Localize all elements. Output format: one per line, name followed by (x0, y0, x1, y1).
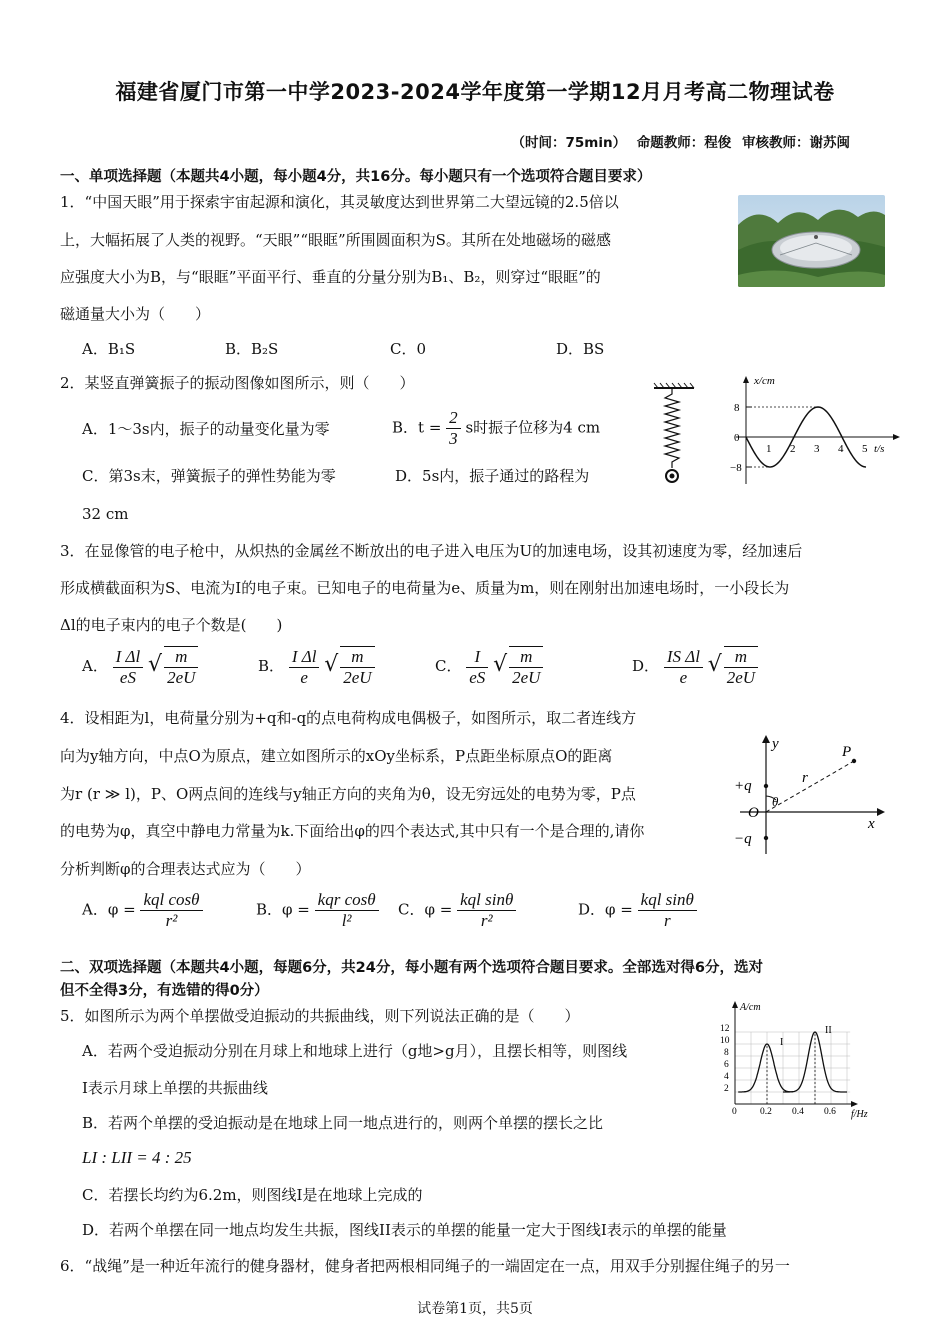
q4-option-a-label: A．φ = (82, 900, 136, 919)
q3-option-b-fraction: $\frac{\text{I Δl}}{e}$ (289, 647, 320, 688)
q1-line-1: 1．“中国天眼”用于探索宇宙起源和演化，其灵敏度达到世界第二大望远镜的2.5倍以 (60, 193, 619, 211)
q5-graph-xlabel: f/Hz (851, 1109, 868, 1120)
section-1-heading: 一、单项选择题（本题共4小题，每小题4分，共16分。每小题只有一个选项符合题目要求） (60, 169, 652, 185)
q5-graph-ytick-8: 8 (724, 1048, 729, 1058)
q3-option-d-root: $\frac{m}{2eU}$ (724, 646, 758, 688)
q2-option-b (392, 408, 600, 449)
q3-option-a: A． $\frac{\text{I Δl}}{eS}$ √ $\frac{m}{2eU}$ (82, 646, 198, 688)
q3-option-b: B． $\frac{\text{I Δl}}{e}$ √ $\frac{m}{2eU}$ (258, 646, 375, 688)
q4-option-d-fraction: $\frac{\text{kql sinθ}}{r}$ (638, 890, 697, 931)
q5-resonance-graph (718, 1000, 888, 1124)
q4-option-a (82, 890, 203, 931)
spring-oscillator-figure (650, 382, 698, 490)
q5-option-a-line-2: I表示月球上单摆的共振曲线 (82, 1079, 268, 1097)
q3-option-d: D． $\frac{\text{IS Δl}}{e}$ √ $\frac{m}{2eU}$ (632, 646, 758, 688)
q4-option-c-label: C．φ = (398, 900, 453, 919)
q3-option-b-label: B． (258, 657, 285, 675)
dipole-origin-label: O (748, 805, 759, 821)
q5-option-d: D．若两个单摆在同一地点均发生共振，图线II表示的单摆的能量一定大于图线I表示的单摆的能量 (82, 1221, 727, 1239)
q3-option-c-label: C． (435, 657, 462, 675)
q5-graph-xtick-02: 0.2 (760, 1107, 772, 1117)
q5-graph-ytick-2: 2 (724, 1084, 729, 1094)
page-footer: 试卷第1页，共5页 (417, 1301, 533, 1317)
q4-option-b-fraction: $\frac{\text{kqr cosθ}}{\text{l²}}$ (315, 890, 379, 931)
dipole-p-label: P (842, 744, 852, 760)
exam-meta (506, 131, 851, 151)
q3-option-b-root: $\frac{m}{2eU}$ (340, 646, 374, 688)
q4-line-5: 分析判断φ的合理表达式应为（ ） (60, 860, 311, 878)
q3-line-2: 形成横截面积为S、电流为I的电子束。已知电子的电荷量为e、质量为m，则在刚射出加速电场时，一小段长为 (60, 579, 790, 597)
q4-line-2: 向为y轴方向，中点O为原点，建立如图所示的xOy坐标系，P点距坐标原点O的距离 (60, 747, 613, 765)
q4-option-b (256, 890, 379, 931)
q2-option-b-prefix: B．t = (392, 418, 442, 437)
q5-graph-xtick-06: 0.6 (824, 1107, 836, 1117)
q2-option-b-suffix: s时振子位移为4 cm (465, 418, 601, 437)
q1-line-2: 上，大幅拓展了人类的视野。“天眼”“眼眶”所围圆面积为S。其所在处地磁场的磁感 (60, 231, 611, 249)
q4-line-4: 的电势为φ，真空中静电力常量为k.下面给出φ的四个表达式,其中只有一个是合理的,请你 (60, 822, 645, 840)
q5-graph-ytick-6: 6 (724, 1060, 729, 1070)
q2-option-a: A．1～3s内，振子的动量变化量为零 (82, 420, 330, 438)
q4-option-a-fraction: $\frac{\text{kql cosθ}}{\text{r²}}$ (140, 890, 202, 931)
q2-graph-ytick-0: 0 (734, 432, 740, 444)
dipole-coordinate-figure (730, 730, 890, 864)
q5-graph-xtick-04: 0.4 (792, 1107, 804, 1117)
dipole-minus-q-label: −q (734, 831, 752, 847)
q2-graph-xlabel: t/s (874, 443, 885, 455)
q3-option-d-fraction: $\frac{\text{IS Δl}}{e}$ (664, 647, 703, 688)
q2-option-d-continued: 32 cm (82, 505, 129, 523)
dipole-x-label: x (868, 816, 875, 832)
q5-curve-1-label: I (780, 1037, 784, 1048)
q1-option-c: C．0 (390, 340, 427, 358)
q2-graph-xtick-2: 2 (790, 443, 796, 455)
q1-line-3: 应强度大小为B，与“眼眶”平面平行、垂直的分量分别为B₁、B₂，则穿过“眼眶”的 (60, 268, 601, 286)
fast-telescope-photo (738, 195, 885, 287)
page-title: 福建省厦门市第一中学2023-2024学年度第一学期12月月考高二物理试卷 (115, 80, 835, 104)
dipole-theta-label: θ (772, 794, 779, 809)
q3-option-a-root: $\frac{m}{2eU}$ (164, 646, 198, 688)
q3-option-a-fraction: $\frac{\text{I Δl}}{eS}$ (113, 647, 144, 688)
exam-author: 命题教师：程俊 (636, 135, 732, 151)
q5-option-c: C．若摆长均约为6.2m，则图线I是在地球上完成的 (82, 1186, 423, 1204)
q5-graph-ytick-10: 10 (720, 1036, 730, 1046)
q2-graph-ytick-neg8: −8 (730, 462, 742, 474)
q1-option-a: A．B₁S (82, 340, 136, 358)
q4-option-b-label: B．φ = (256, 900, 310, 919)
q3-line-3: Δl的电子束内的电子个数是( ) (60, 616, 283, 634)
q5-graph-ylabel: A/cm (740, 1002, 761, 1013)
q2-graph-xtick-3: 3 (814, 443, 820, 455)
q3-option-d-label: D． (632, 657, 660, 675)
q2-option-b-fraction: $\frac{2}{3}$ (446, 408, 461, 449)
section-2-heading-line-2: 但不全得3分，有选错的得0分） (60, 983, 269, 999)
q3-option-c-root: $\frac{m}{2eU}$ (509, 646, 543, 688)
dipole-y-label: y (772, 736, 779, 752)
q2-line-1: 2．某竖直弹簧振子的振动图像如图所示，则（ ） (60, 374, 415, 392)
q2-graph-xtick-5: 5 (862, 443, 868, 455)
q4-option-c (398, 890, 516, 931)
q5-option-b-line-2: LI : LII = 4 : 25 (82, 1148, 192, 1167)
q4-option-c-fraction: $\frac{\text{kql sinθ}}{\text{r²}}$ (457, 890, 516, 931)
q5-option-a-line-1: A．若两个受迫振动分别在月球上和地球上进行（g地>g月），且摆长相等，则图线 (82, 1042, 628, 1060)
q2-option-d: D．5s内，振子通过的路程为 (395, 467, 590, 485)
q5-graph-ytick-12: 12 (720, 1024, 730, 1034)
q4-option-d (578, 890, 697, 931)
q5-option-b-line-1: B．若两个单摆的受迫振动是在地球上同一地点进行的，则两个单摆的摆长之比 (82, 1114, 604, 1132)
q3-option-c: C． $\frac{I}{eS}$ √ $\frac{m}{2eU}$ (435, 646, 543, 688)
q5-line-1: 5．如图所示为两个单摆做受迫振动的共振曲线，则下列说法正确的是（ ） (60, 1007, 580, 1025)
q1-line-4: 磁通量大小为（ ） (60, 305, 211, 323)
q1-option-d: D．BS (556, 340, 605, 358)
q5-graph-ytick-4: 4 (724, 1072, 729, 1082)
q2-graph-ytick-8: 8 (734, 402, 740, 414)
q4-option-d-label: D．φ = (578, 900, 633, 919)
dipole-r-label: r (802, 770, 808, 786)
q5-graph-xtick-0: 0 (732, 1107, 737, 1117)
q2-graph-ylabel: x/cm (754, 375, 775, 387)
q4-line-1: 4．设相距为l，电荷量分别为+q和-q的点电荷构成电偶极子，如图所示，取二者连线方 (60, 709, 637, 727)
exam-time: （时间：75min） (511, 135, 627, 151)
q2-displacement-time-graph (726, 372, 906, 496)
q6-line-1: 6．“战绳”是一种近年流行的健身器材，健身者把两根相同绳子的一端固定在一点，用双手分别握住绳子的另一 (60, 1257, 790, 1275)
q2-graph-xtick-1: 1 (766, 443, 772, 455)
exam-reviewer: 审核教师：谢苏闽 (742, 135, 850, 151)
q3-option-a-label: A． (82, 657, 108, 675)
q2-option-c: C．第3s末，弹簧振子的弹性势能为零 (82, 467, 336, 485)
q3-line-1: 3．在显像管的电子枪中，从炽热的金属丝不断放出的电子进入电压为U的加速电场，设其初速度为零，经加速后 (60, 542, 803, 560)
section-2-heading-line-1: 二、双项选择题（本题共4小题，每题6分，共24分，每小题有两个选项符合题目要求。全部选对得6分，选对 (60, 960, 763, 976)
dipole-plus-q-label: +q (734, 778, 752, 794)
q2-graph-xtick-4: 4 (838, 443, 844, 455)
q4-line-3: 为r (r ≫ l)，P、O两点间的连线与y轴正方向的夹角为θ，设无穷远处的电势为零，P点 (60, 785, 636, 803)
q1-option-b: B．B₂S (225, 340, 279, 358)
q3-option-c-fraction: $\frac{I}{eS}$ (466, 647, 488, 688)
q5-curve-2-label: II (825, 1025, 832, 1036)
